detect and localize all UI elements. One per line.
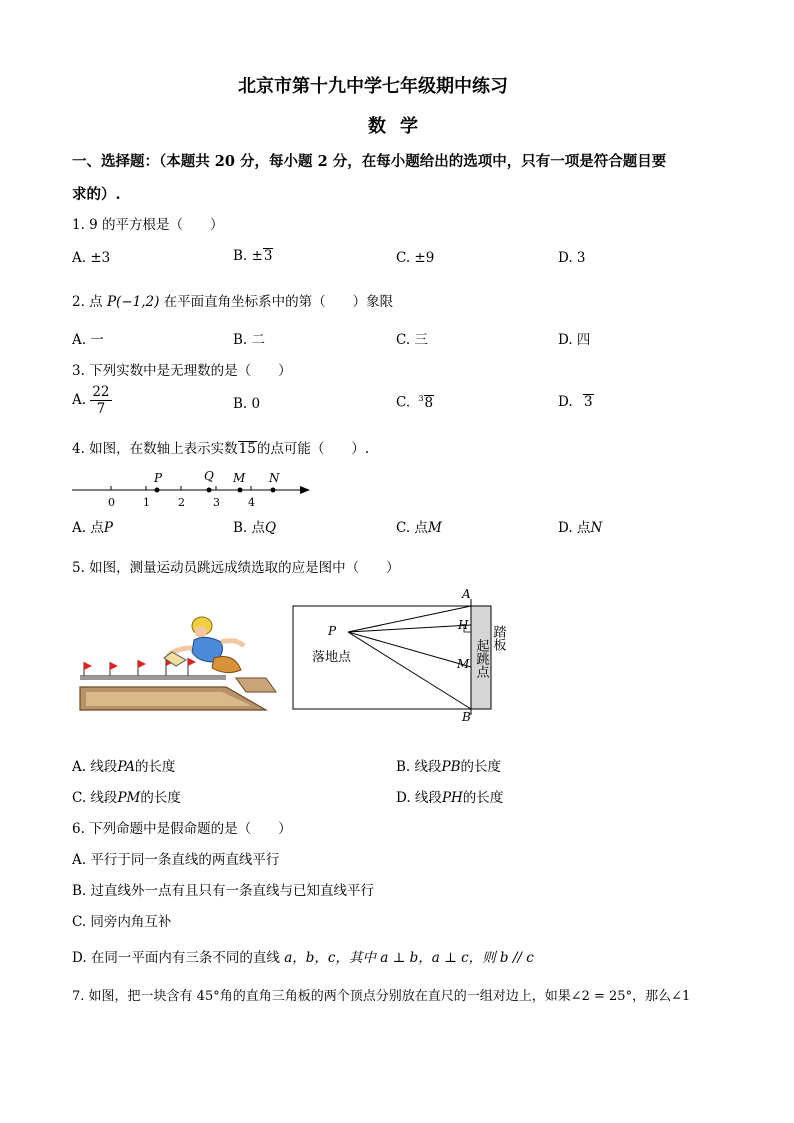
number-line-figure (68, 468, 318, 513)
q4-option-a-var: P (103, 520, 113, 536)
point-n-label: N (269, 471, 280, 485)
q4-option-c (396, 516, 442, 536)
section-heading-cont: 求的）. (72, 186, 121, 203)
long-jump-illustration (76, 612, 286, 717)
q5-option-c-text: C. 线段 (72, 790, 118, 806)
tick-label-1: 1 (143, 496, 150, 509)
label-m: M (457, 657, 470, 671)
q2-option-d: D. 四 (558, 332, 591, 348)
axis-ticks (111, 486, 251, 490)
question-2-stem (72, 290, 393, 310)
q4-option-d (558, 516, 602, 536)
question-5-stem: 5. 如图，测量运动员跳远成绩选取的应是图中（ ） (72, 560, 400, 576)
q4-option-d-var: N (590, 520, 603, 536)
q2-option-a: A. 一 (72, 332, 104, 348)
q2-option-b: B. 二 (233, 332, 266, 348)
label-board: 踏板 (490, 625, 506, 651)
q4-post: 的点可能（ ）. (256, 441, 370, 457)
q4-radicand: 15 (238, 441, 256, 457)
axis-arrow (300, 486, 310, 494)
q5-option-c (72, 786, 181, 806)
q3-option-b: B. 0 (233, 396, 261, 412)
q3-option-a-fraction (90, 384, 111, 417)
q5-option-b-var: PB (441, 759, 461, 775)
page-title: 北京市第十九中学七年级期中练习 (238, 76, 508, 97)
q3-option-c-prefix: C. (396, 394, 411, 411)
q5-option-d-var: PH (441, 790, 463, 806)
q4-option-c-text: C. 点 (396, 520, 428, 536)
question-1-stem: 1. 9 的平方根是（ ） (72, 217, 224, 233)
q2-option-c: C. 三 (396, 332, 428, 348)
tick-label-0: 0 (108, 496, 115, 509)
q3-option-d-radicand: 3 (583, 394, 593, 410)
q3-option-d-prefix: D. (558, 394, 573, 410)
q6-option-c: C. 同旁内角互补 (72, 914, 172, 930)
q2-num: 2. 点 (72, 294, 103, 310)
point-m (238, 488, 243, 493)
q5-option-a-var: PA (117, 759, 135, 775)
question-3-stem: 3. 下列实数中是无理数的是（ ） (72, 363, 292, 379)
q3-option-a-prefix: A. (72, 392, 87, 408)
q6-option-a: A. 平行于同一条直线的两直线平行 (72, 852, 280, 868)
tick-label-4: 4 (248, 496, 255, 509)
q5-option-c-post: 的长度 (140, 790, 181, 806)
q4-pre: 4. 如图，在数轴上表示实数 (72, 441, 238, 457)
tick-label-3: 3 (213, 496, 220, 509)
label-take-off-point: 起跳点 (473, 639, 489, 678)
q5-option-d (396, 786, 503, 806)
cube-root-index: 3 (418, 394, 424, 403)
q1-option-b-prefix: B. ± (233, 248, 263, 264)
q4-option-d-text: D. 点 (558, 520, 591, 536)
fraction-denominator: 7 (96, 401, 106, 417)
q5-option-a-text: A. 线段 (72, 759, 118, 775)
question-4-stem (72, 437, 369, 457)
q4-option-a (72, 516, 113, 536)
tick-label-2: 2 (178, 496, 185, 509)
q1-option-a: A. ±3 (72, 250, 111, 266)
question-6-stem: 6. 下列命题中是假命题的是（ ） (72, 821, 292, 837)
q6-option-b: B. 过直线外一点有且只有一条直线与已知直线平行 (72, 883, 375, 899)
runway-strip (80, 676, 226, 680)
q6-option-d (72, 946, 534, 966)
q5-option-b-post: 的长度 (460, 759, 502, 775)
q3-option-a (72, 384, 112, 417)
q5-option-d-post: 的长度 (462, 790, 504, 806)
jump-measure-diagram (290, 585, 530, 725)
subject-title: 数学 (368, 116, 432, 137)
label-landing-point: 落地点 (312, 650, 352, 665)
point-p (155, 488, 160, 493)
question-7-stem: 7. 如图，把一块含有 45°角的直角三角板的两个顶点分别放在直尺的一组对边上，如果∠2 = 25°，那么∠1 (72, 989, 691, 1004)
q1-option-b (233, 248, 273, 264)
q4-option-b-var: Q (265, 520, 277, 536)
q5-option-d-text: D. 线段 (396, 790, 442, 806)
q5-option-c-var: PM (117, 790, 141, 806)
q5-option-b-text: B. 线段 (396, 759, 442, 775)
q5-option-a-post: 的长度 (134, 759, 176, 775)
point-m-label: M (233, 471, 246, 485)
q5-option-b (396, 755, 501, 775)
q1-option-d: D. 3 (558, 250, 586, 266)
take-off-board (236, 678, 276, 692)
q4-option-b-text: B. 点 (233, 520, 266, 536)
q6-option-d-math: a，b，c，其中 a ⊥ b，a ⊥ c，则 b // c (284, 950, 534, 966)
label-h: H (458, 618, 469, 632)
q1-option-b-radicand: 3 (263, 248, 273, 264)
fraction-numerator: 22 (92, 384, 110, 400)
athlete-figure (164, 617, 244, 673)
q1-option-c: C. ±9 (396, 250, 435, 266)
point-p-label: P (154, 471, 163, 485)
q4-option-b (233, 516, 276, 536)
q3-option-c-radicand: 8 (424, 394, 434, 411)
point-n (271, 488, 276, 493)
q2-point: P(−1,2) (106, 294, 160, 310)
point-q (207, 488, 212, 493)
q3-option-c (396, 394, 434, 411)
q5-option-a (72, 755, 175, 775)
section-heading: 一、选择题：（本题共 20 分，每小题 2 分，在每小题给出的选项中，只有一项是符合题目要 (72, 153, 667, 170)
label-a: A (462, 587, 471, 601)
point-q-label: Q (204, 469, 214, 483)
q2-rest: 在平面直角坐标系中的第（ ）象限 (163, 294, 394, 310)
q3-option-d (558, 394, 594, 410)
q6-option-d-text: D. 在同一平面内有三条不同的直线 (72, 950, 280, 966)
q4-option-c-var: M (427, 520, 442, 536)
q4-option-a-text: A. 点 (72, 520, 104, 536)
label-p: P (328, 624, 337, 638)
label-b: B (462, 710, 471, 724)
